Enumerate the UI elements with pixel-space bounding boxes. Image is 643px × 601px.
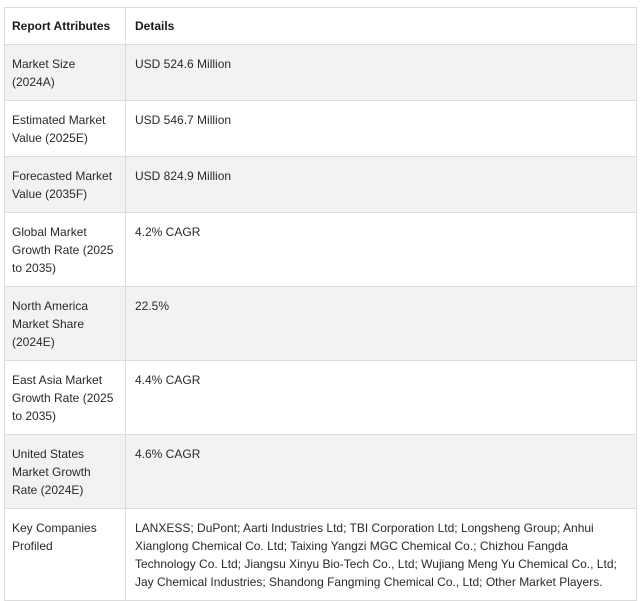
attribute-cell: Key Companies Profiled (5, 509, 126, 601)
report-attributes-table-container (4, 7, 636, 601)
detail-cell: USD 824.9 Million (126, 157, 637, 213)
attribute-cell: Global Market Growth Rate (2025 to 2035) (5, 213, 126, 287)
detail-cell: USD 546.7 Million (126, 101, 637, 157)
table-row (5, 361, 637, 435)
attribute-cell: East Asia Market Growth Rate (2025 to 2035) (5, 361, 126, 435)
attribute-cell: North America Market Share (2024E) (5, 287, 126, 361)
table-header-row (5, 8, 637, 45)
detail-cell: LANXESS; DuPont; Aarti Industries Ltd; TBI Corporation Ltd; Longsheng Group; Anhui Xianglong Chemical Co. Ltd; Taixing Yangzi MGC Chemical Co.; Chizhou Fangda Technology Co. Ltd; Jiangsu Xinyu Bio-Tech Co., Ltd; Wujiang Meng Yu Chemical Co., Ltd; Jay Chemical Industries; Shandong Fangming Chemical Co., Ltd; Other Market Players. (126, 509, 637, 601)
table-row (5, 157, 637, 213)
table-row (5, 213, 637, 287)
table-row (5, 45, 637, 101)
table-row (5, 435, 637, 509)
report-attributes-table (4, 7, 637, 601)
header-report-attributes: Report Attributes (5, 8, 126, 45)
detail-cell: 4.4% CAGR (126, 361, 637, 435)
attribute-cell: United States Market Growth Rate (2024E) (5, 435, 126, 509)
attribute-cell: Market Size (2024A) (5, 45, 126, 101)
attribute-cell: Forecasted Market Value (2035F) (5, 157, 126, 213)
detail-cell: 22.5% (126, 287, 637, 361)
detail-cell: 4.6% CAGR (126, 435, 637, 509)
header-details: Details (126, 8, 637, 45)
detail-cell: 4.2% CAGR (126, 213, 637, 287)
detail-cell: USD 524.6 Million (126, 45, 637, 101)
table-row (5, 101, 637, 157)
attribute-cell: Estimated Market Value (2025E) (5, 101, 126, 157)
table-row (5, 287, 637, 361)
table-row (5, 509, 637, 601)
